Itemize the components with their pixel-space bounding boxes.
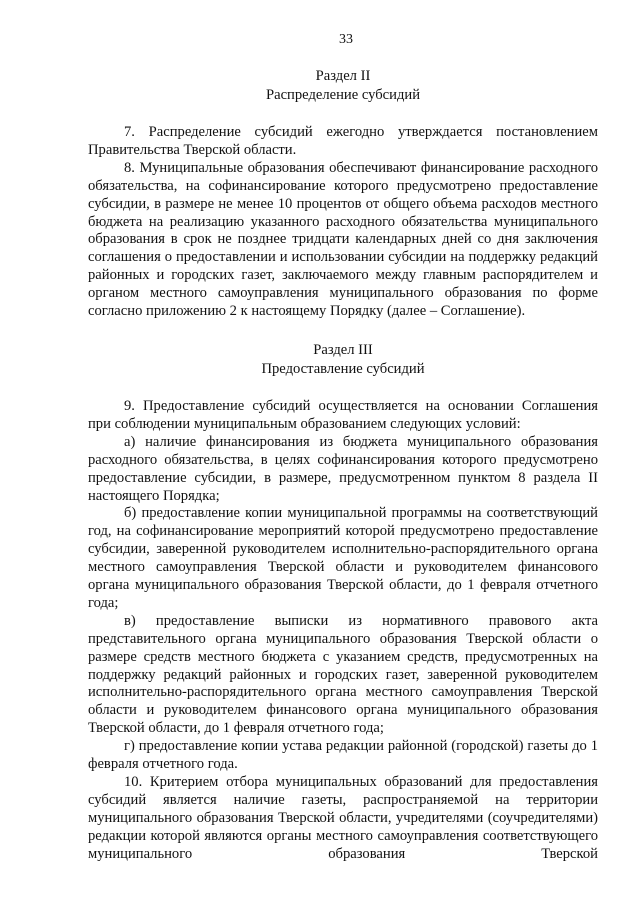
- section-2-label: Раздел II: [315, 68, 371, 84]
- paragraph-7: 7. Распределение субсидий ежегодно утверждается постановлением Правительства Тверской области.: [88, 124, 598, 158]
- paragraph-9d: г) предоставление копии устава редакции районной (городской) газеты до 1 февраля отчетного года.: [88, 738, 598, 773]
- document-page: [88, 30, 598, 864]
- paragraph-10: 10. Критерием отбора муниципальных образований для предоставления субсидий является наличие газеты, распространяемой на территории муниципального образования Тверской области, учредителями (соучредителями) редакции которой являются органы местного самоуправления соответствующего муниципального образования Тверской: [88, 774, 598, 862]
- page-number: 33: [339, 32, 353, 47]
- paragraph-9c: в) предоставление выписки из нормативного правового акта представительного органа муниципального образования Тверской области о размере средств местного бюджета с указанием средств, предусмотренных на поддержку редакций районных и городских газет, заверенной руководителем исполнительно-распорядительного органа местного самоуправления Тверской области и руководителем финансового органа муниципального образования Тверской области, до 1 февраля отчетного года;: [88, 612, 598, 737]
- section-2-title: Распределение субсидий: [265, 87, 421, 103]
- section-3-title: Предоставление субсидий: [261, 360, 425, 377]
- paragraph-9: 9. Предоставление субсидий осуществляется на основании Соглашения при соблюдении муниципальным образованием следующих условий:: [88, 397, 598, 432]
- paragraph-8: 8. Муниципальные образования обеспечивают финансирование расходного обязательства, на софинансирование которого предусмотрено предоставление субсидии, в размере не менее 10 процентов от общего объема расходов местного бюджета на реализацию указанного расходного обязательства муниципального образования в срок не позднее тридцати календарных дней со дня заключения соглашения о предоставлении и использовании субсидии на поддержку редакций районных и городских газет, заключаемого между главным распорядителем и органом местного самоуправления муниципального образования по форме согласно приложению 2 к настоящему Порядку (далее – Соглашение).: [88, 159, 598, 320]
- paragraph-9b: б) предоставление копии муниципальной программы на соответствующий год, на софинансирование мероприятий которой предусмотрено предоставление субсидии, заверенной руководителем исполнительно-распорядительного органа местного самоуправления Тверской области и руководителем финансового органа муниципального образования Тверской области, до 1 февраля отчетного года;: [88, 505, 598, 611]
- section-3-label: Раздел III: [313, 341, 373, 358]
- paragraph-9a: а) наличие финансирования из бюджета муниципального образования расходного обязательства, в целях софинансирования которого предусмотрено предоставление субсидии, в размере, предусмотренном пунктом 8 раздела II настоящего Порядка;: [88, 433, 598, 504]
